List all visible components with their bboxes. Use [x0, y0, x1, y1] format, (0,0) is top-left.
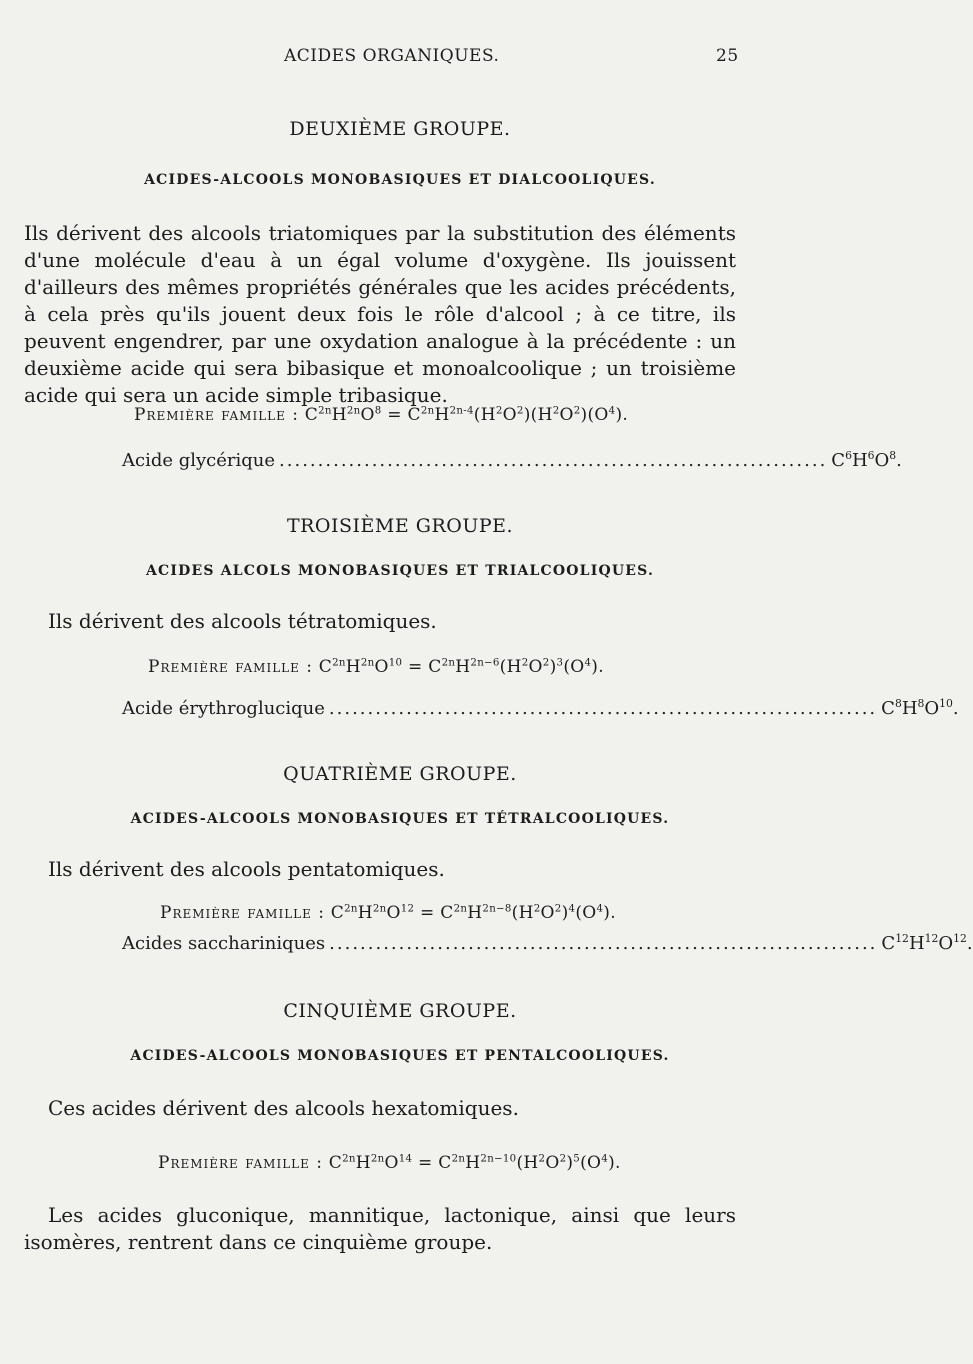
group-2-example — [122, 449, 902, 471]
group-4-subtitle: ACIDES-ALCOOLS MONOBASIQUES ET TÉTRALCOOLIQUES. — [130, 811, 670, 827]
group-3-example — [122, 697, 959, 719]
example-name: Acides sacchariniques — [122, 933, 326, 954]
example-name: Acide érythroglucique — [122, 698, 325, 719]
page-number: 25 — [716, 46, 739, 66]
general-formula: $C^{2n}H^{2n}O^{10} = C^{2n}H^{2n-6}(H^2O^2)^3(O^4)$. — [318, 657, 604, 677]
group-4-paragraph: Ils dérivent des alcools pentatomiques. — [48, 857, 445, 881]
general-formula: $C^{2n}H^{2n}O^{14} = C^{2n}H^{2n-10}(H^2O^2)^5(O^4)$. — [328, 1153, 621, 1173]
example-formula: $C^8H^8O^{10}$. — [881, 697, 959, 719]
example-name: Acide glycérique — [122, 450, 276, 471]
family-label: Première famille : — [160, 903, 326, 923]
example-formula: $C^{12}H^{12}O^{12}$. — [881, 932, 973, 954]
group-5-family-formula — [158, 1153, 621, 1173]
closing-paragraph: Les acides gluconique, mannitique, lactonique, ainsi que leurs isomères, rentrent dans ce cinquième groupe. — [24, 1203, 736, 1254]
group-3-paragraph: Ils dérivent des alcools tétratomiques. — [48, 609, 437, 633]
group-5-paragraph: Ces acides dérivent des alcools hexatomiques. — [48, 1096, 519, 1120]
group-2-paragraph: Ils dérivent des alcools triatomiques par la substitution des éléments d'une molécule d'eau à un égal volume d'oxygène. Ils jouissent d'ailleurs des mêmes propriétés générales que les acides précédents, à cela près qu'ils jouent deux fois le rôle d'alcool ; à ce titre, ils peuvent engendrer, par une oxydation analogue à la précédente : un deuxième acide qui sera bibasique et monoalcoolique ; un troisième acide qui sera un acide simple tribasique. — [24, 221, 736, 407]
leader-dots: ....................................................................... — [328, 698, 878, 719]
group-2-family-formula — [134, 405, 628, 425]
group-3-subtitle: ACIDES ALCOLS MONOBASIQUES ET TRIALCOOLIQUES. — [145, 563, 655, 579]
leader-dots: ....................................................................... — [329, 933, 878, 954]
group-4-family-formula — [160, 903, 616, 923]
group-2-title: DEUXIÈME GROUPE. — [289, 118, 511, 140]
general-formula: $C^{2n}H^{2n}O^8 = C^{2n}H^{2n-4}(H^2O^2)(H^2O^2)(O^4)$. — [304, 405, 629, 425]
family-label: Première famille : — [158, 1153, 324, 1173]
group-3-family-formula — [148, 657, 604, 677]
group-5-title: CINQUIÈME GROUPE. — [283, 1000, 517, 1022]
group-4-title: QUATRIÈME GROUPE. — [283, 763, 517, 785]
leader-dots: ....................................................................... — [279, 450, 828, 471]
family-label: Première famille : — [148, 657, 314, 677]
group-2-subtitle: ACIDES-ALCOOLS MONOBASIQUES ET DIALCOOLIQUES. — [144, 172, 656, 188]
group-3-title: TROISIÈME GROUPE. — [286, 515, 514, 537]
group-4-example — [122, 932, 973, 954]
example-formula: $C^6H^6O^8$. — [831, 449, 902, 471]
family-label: Première famille : — [134, 405, 300, 425]
group-5-subtitle: ACIDES-ALCOOLS MONOBASIQUES ET PENTALCOOLIQUES. — [130, 1048, 670, 1064]
running-head-title: ACIDES ORGANIQUES. — [284, 46, 500, 66]
general-formula: $C^{2n}H^{2n}O^{12} = C^{2n}H^{2n-8}(H^2O^2)^4(O^4)$. — [330, 903, 616, 923]
